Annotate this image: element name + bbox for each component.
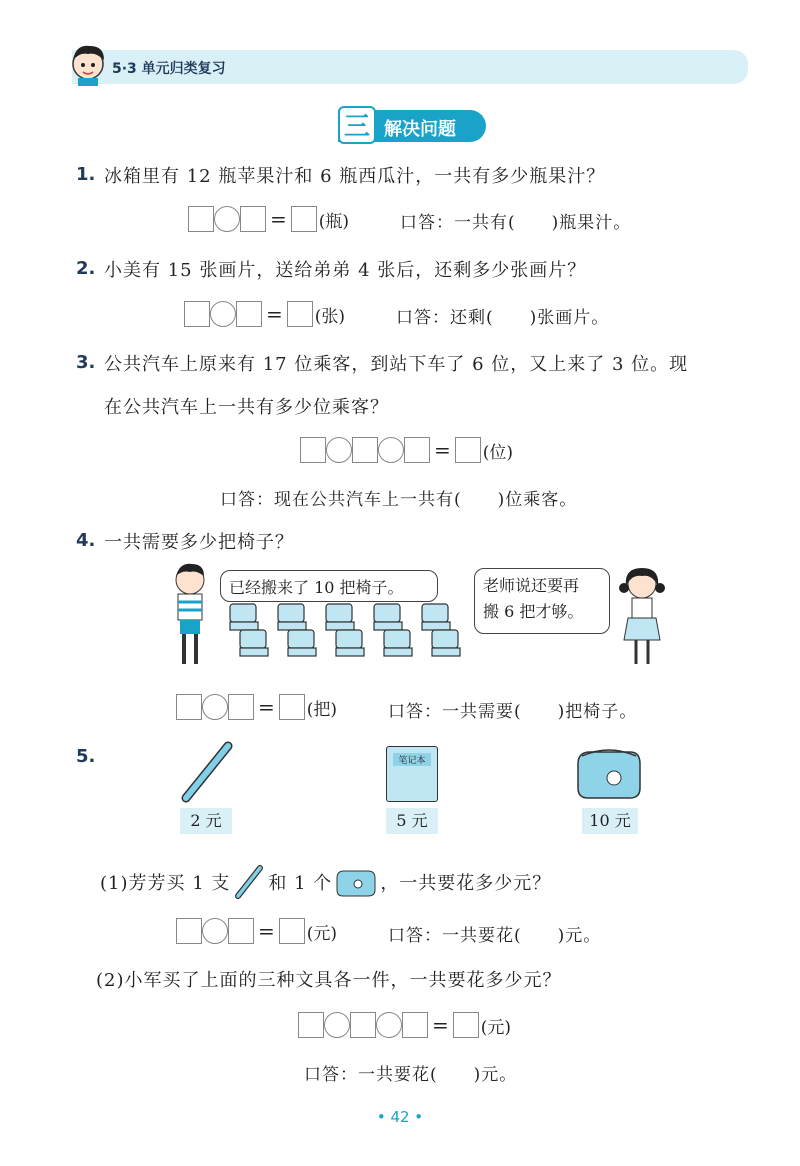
answer-box[interactable]: [176, 918, 202, 944]
answer-box[interactable]: [236, 301, 262, 327]
question-text-line2: 在公共汽车上一共有多少位乘客？: [104, 397, 389, 418]
pencil-case-icon: [574, 744, 644, 802]
price-tag: 2 元: [180, 808, 232, 834]
equation-row: [176, 918, 337, 944]
bubble-girl-line2: 搬 6 把才够。: [483, 602, 584, 621]
section-number: 三: [338, 106, 376, 144]
answer-box[interactable]: [455, 437, 481, 463]
equation-row: [298, 1012, 511, 1038]
operator-circle[interactable]: [214, 206, 240, 232]
pencil-icon: [234, 864, 264, 900]
question-number: 3.: [76, 352, 96, 373]
question-text: 小美有 15 张画片，送给弟弟 4 张后，还剩多少张画片？: [104, 260, 587, 281]
subquestion-1-middle: 和 1 个: [268, 873, 333, 894]
boy-mascot-icon: [66, 40, 110, 86]
pencil-icon: [180, 740, 236, 804]
subquestion-1: [100, 864, 551, 900]
bubble-girl-line1: 老师说还要再: [483, 576, 580, 595]
girl-illustration-icon: [616, 564, 668, 670]
answer-box[interactable]: [350, 1012, 376, 1038]
question-number: 2.: [76, 258, 96, 279]
oral-answer: 口答：一共有( )瓶果汁。: [400, 213, 632, 233]
unit-label: (张): [314, 306, 346, 327]
operator-circle[interactable]: [210, 301, 236, 327]
answer-box[interactable]: [279, 918, 305, 944]
answer-box[interactable]: [228, 918, 254, 944]
chairs-illustration-icon: [226, 600, 470, 674]
oral-answer: 口答：一共需要( )把椅子。: [388, 702, 638, 722]
speech-bubble-boy: 已经搬来了 10 把椅子。: [220, 570, 438, 602]
page-number: • 42 •: [376, 1108, 424, 1126]
oral-answer: 口答：现在公共汽车上一共有( )位乘客。: [220, 490, 578, 510]
unit-label: (元): [480, 1017, 512, 1038]
answer-box[interactable]: [176, 694, 202, 720]
unit-label: (位): [482, 442, 514, 463]
question-number: 5.: [76, 746, 96, 767]
answer-box[interactable]: [402, 1012, 428, 1038]
price-tag: 10 元: [582, 808, 638, 834]
answer-box[interactable]: [300, 437, 326, 463]
operator-circle[interactable]: [378, 437, 404, 463]
question-number: 1.: [76, 164, 96, 185]
question-text: 一共需要多少把椅子？: [104, 532, 294, 553]
oral-answer: 口答：一共要花( )元。: [388, 926, 602, 946]
operator-circle[interactable]: [326, 437, 352, 463]
answer-box[interactable]: [184, 301, 210, 327]
question-text: 冰箱里有 12 瓶苹果汁和 6 瓶西瓜汁，一共有多少瓶果汁？: [104, 166, 606, 187]
subquestion-1-prefix: (1)芳芳买 1 支: [100, 873, 231, 894]
answer-box[interactable]: [352, 437, 378, 463]
question-text-line1: 公共汽车上原来有 17 位乘客，到站下车了 6 位，又上来了 3 位。现: [104, 354, 689, 375]
oral-answer: 口答：一共要花( )元。: [304, 1065, 518, 1085]
notebook-icon: [386, 746, 438, 802]
answer-box[interactable]: [453, 1012, 479, 1038]
equals-sign: =: [432, 1013, 449, 1037]
operator-circle[interactable]: [202, 918, 228, 944]
answer-box[interactable]: [404, 437, 430, 463]
equals-sign: =: [258, 919, 275, 943]
equals-sign: =: [266, 302, 283, 326]
equation-row: [184, 301, 345, 327]
equals-sign: =: [270, 207, 287, 231]
answer-box[interactable]: [240, 206, 266, 232]
question-number: 4.: [76, 530, 96, 551]
answer-box[interactable]: [279, 694, 305, 720]
equals-sign: =: [434, 438, 451, 462]
subquestion-2-text: (2)小军买了上面的三种文具各一件，一共要花多少元？: [96, 970, 562, 991]
unit-label: (把): [306, 699, 338, 720]
answer-box[interactable]: [298, 1012, 324, 1038]
header-title: 5·3 单元归类复习: [112, 61, 226, 77]
answer-box[interactable]: [188, 206, 214, 232]
equals-sign: =: [258, 695, 275, 719]
subquestion-1-suffix: ，一共要花多少元？: [380, 873, 552, 894]
operator-circle[interactable]: [376, 1012, 402, 1038]
notebook-label: 笔记本: [393, 753, 431, 766]
pencil-case-icon: [334, 866, 378, 898]
price-tag: 5 元: [386, 808, 438, 834]
answer-box[interactable]: [228, 694, 254, 720]
unit-label: (瓶): [318, 211, 350, 232]
equation-row: [188, 206, 349, 232]
answer-box[interactable]: [291, 206, 317, 232]
oral-answer: 口答：还剩( )张画片。: [396, 308, 610, 328]
boy-illustration-icon: [168, 560, 216, 670]
equation-row: [176, 694, 337, 720]
unit-label: (元): [306, 923, 338, 944]
answer-box[interactable]: [287, 301, 313, 327]
operator-circle[interactable]: [202, 694, 228, 720]
operator-circle[interactable]: [324, 1012, 350, 1038]
section-title: 解决问题: [384, 119, 456, 140]
speech-bubble-girl: [474, 568, 610, 634]
equation-row: [300, 437, 513, 463]
